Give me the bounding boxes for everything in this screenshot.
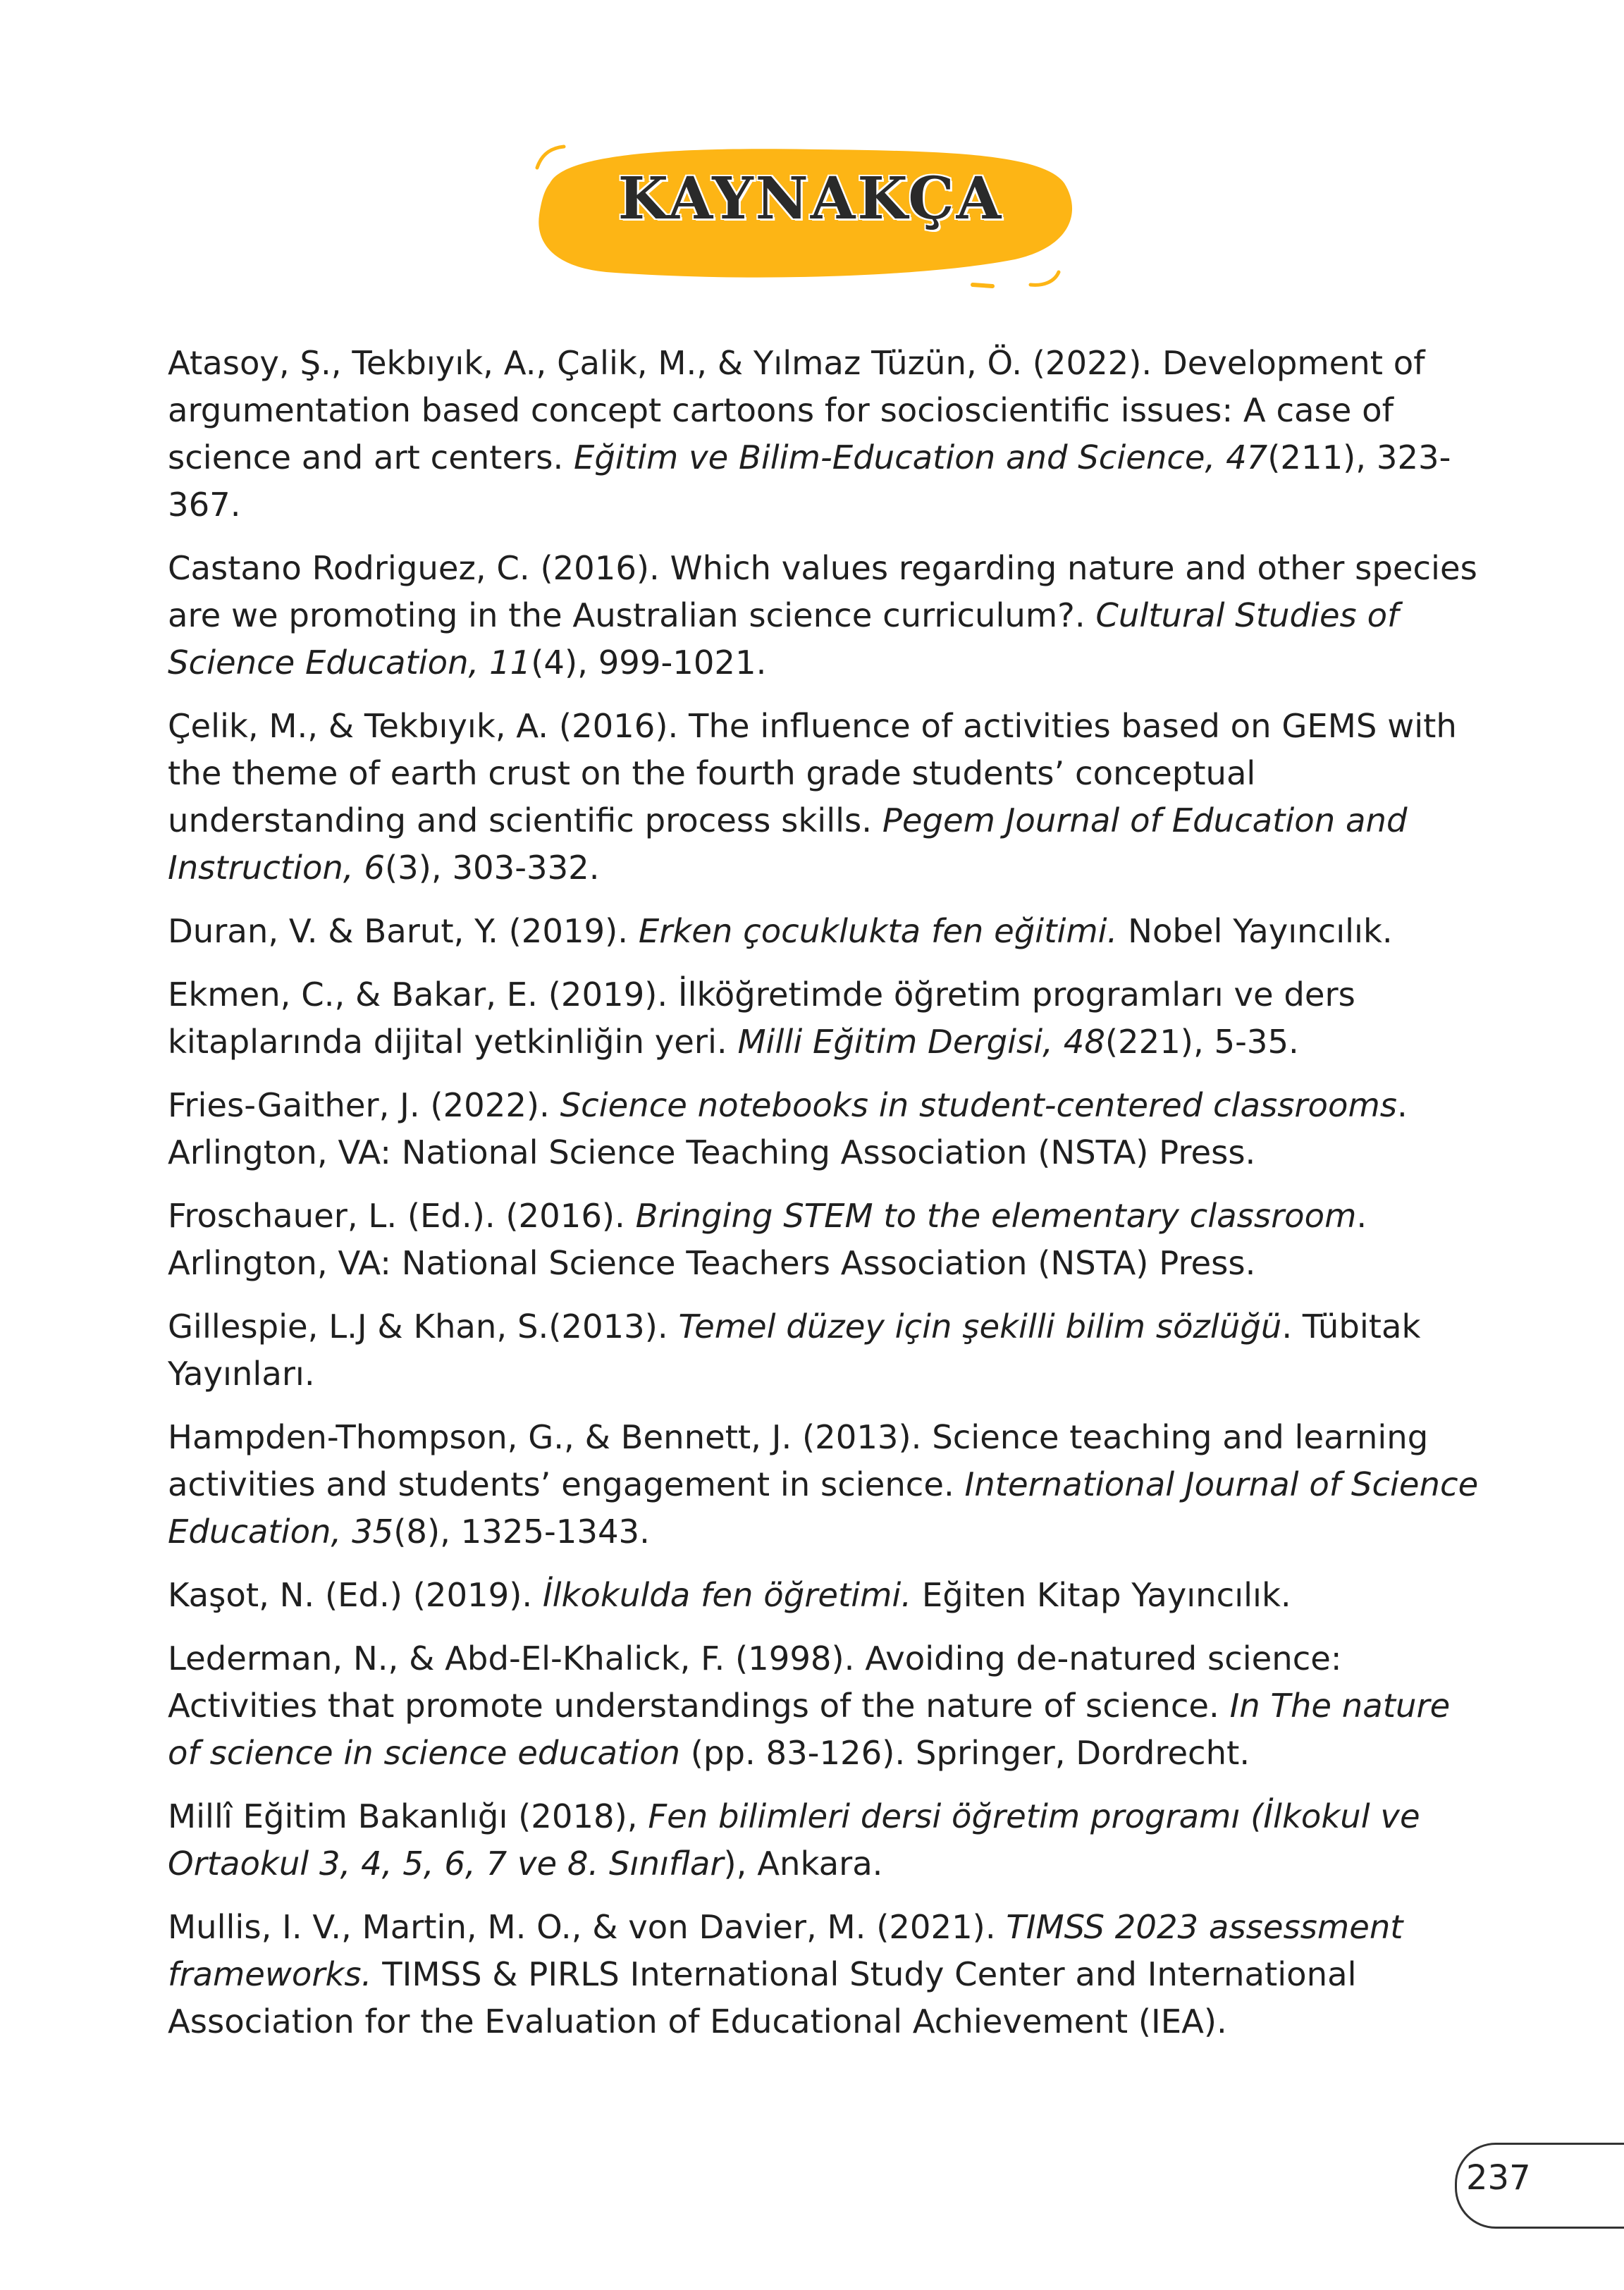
ref-source-italic: Fen bilimleri dersi öğretim programı (İlkokul ve Ortaokul 3, 4, 5, 6, 7 ve 8. Sınıflar xyxy=(168,1797,1420,1883)
ref-source-italic: Erken çocuklukta fen eğitimi. xyxy=(638,912,1118,950)
ref-source-italic: In The nature of science in science education xyxy=(168,1687,1451,1772)
reference-item xyxy=(168,1303,1479,1398)
ref-text: (3), 303-332. xyxy=(385,849,600,887)
reference-item xyxy=(168,1082,1479,1176)
heading-banner xyxy=(522,134,1100,296)
reference-item xyxy=(168,1193,1479,1287)
ref-text: ), Ankara. xyxy=(723,1845,883,1883)
ref-text: . Tübitak Yayınları. xyxy=(168,1307,1421,1393)
ref-text: Nobel Yayıncılık. xyxy=(1117,912,1393,950)
reference-item xyxy=(168,545,1479,687)
ref-source-italic: İlkokulda fen öğretimi. xyxy=(542,1576,912,1614)
ref-text: Castano Rodriguez, C. (2016). Which values regarding nature and other species are we promoting in the Australian science curriculum?. xyxy=(168,549,1477,634)
ref-text: Froschauer, L. (Ed.). (2016). xyxy=(168,1197,636,1235)
ref-text: Çelik, M., & Tekbıyık, A. (2016). The influence of activities based on GEMS with the theme of earth crust on the fourth grade students’ conceptual understanding and scientific process skills. xyxy=(168,707,1457,839)
reference-item xyxy=(168,908,1479,955)
reference-item xyxy=(168,703,1479,892)
reference-item xyxy=(168,1414,1479,1556)
ref-source-italic: Cultural Studies of Science Education, 11 xyxy=(168,596,1399,682)
reference-list xyxy=(168,340,1479,2062)
ref-source-italic: Bringing STEM to the elementary classroom xyxy=(635,1197,1357,1235)
ref-text: Gillespie, L.J & Khan, S.(2013). xyxy=(168,1307,679,1346)
ref-text: Hampden-Thompson, G., & Bennett, J. (2013). Science teaching and learning activities and students’ engagement in science. xyxy=(168,1418,1429,1503)
ref-source-italic: International Journal of Science Education, 35 xyxy=(168,1465,1479,1551)
ref-source-italic: Pegem Journal of Education and Instruction, 6 xyxy=(168,801,1408,887)
ref-text: Atasoy, Ş., Tekbıyık, A., Çalik, M., & Yılmaz Tüzün, Ö. (2022). Development of argumentation based concept cartoons for socioscientific issues: A case of science and art centers. xyxy=(168,344,1425,476)
ref-text: Millî Eğitim Bakanlığı (2018), xyxy=(168,1797,648,1835)
ref-text: Kaşot, N. (Ed.) (2019). xyxy=(168,1576,543,1614)
ref-text: . Arlington, VA: National Science Teaching Association (NSTA) Press. xyxy=(168,1086,1408,1171)
ref-text: TIMSS & PIRLS International Study Center and International Association for the Evaluation of Educational Achievement (IEA). xyxy=(168,1955,1357,2040)
ref-text: Ekmen, C., & Bakar, E. (2019). İlköğretimde öğretim programları ve ders kitaplarında dijital yetkinliğin yeri. xyxy=(168,975,1355,1061)
reference-item xyxy=(168,1904,1479,2045)
reference-item xyxy=(168,971,1479,1066)
reference-item xyxy=(168,340,1479,529)
ref-text: Eğiten Kitap Yayıncılık. xyxy=(911,1576,1291,1614)
ref-text: (221), 5-35. xyxy=(1105,1023,1299,1061)
ref-source-italic: Milli Eğitim Dergisi, 48 xyxy=(737,1023,1105,1061)
ref-text: Fries-Gaither, J. (2022). xyxy=(168,1086,560,1124)
ref-text: Duran, V. & Barut, Y. (2019). xyxy=(168,912,639,950)
ref-text: Mullis, I. V., Martin, M. O., & von Davier, M. (2021). xyxy=(168,1908,1007,1946)
ref-text: (pp. 83-126). Springer, Dordrecht. xyxy=(680,1734,1250,1772)
page-number: 237 xyxy=(1466,2158,1531,2198)
reference-item xyxy=(168,1635,1479,1777)
page-title: KAYNAKÇA xyxy=(617,165,1004,233)
ref-source-italic: TIMSS 2023 assessment frameworks. xyxy=(168,1908,1403,1993)
ref-source-italic: Science notebooks in student-centered classrooms xyxy=(560,1086,1397,1124)
ref-source-italic: Temel düzey için şekilli bilim sözlüğü xyxy=(678,1307,1282,1346)
ref-text: (8), 1325-1343. xyxy=(393,1513,650,1551)
reference-item xyxy=(168,1572,1479,1619)
ref-text: Lederman, N., & Abd-El-Khalick, F. (1998). Avoiding de-natured science: Activities that promote understandings of the nature of science. xyxy=(168,1639,1342,1725)
ref-text: (4), 999-1021. xyxy=(531,644,767,682)
ref-source-italic: Eğitim ve Bilim-Education and Science, 47 xyxy=(574,438,1268,476)
ref-text: (211), 323-367. xyxy=(168,438,1451,524)
ref-text: . Arlington, VA: National Science Teachers Association (NSTA) Press. xyxy=(168,1197,1367,1282)
reference-item xyxy=(168,1793,1479,1888)
